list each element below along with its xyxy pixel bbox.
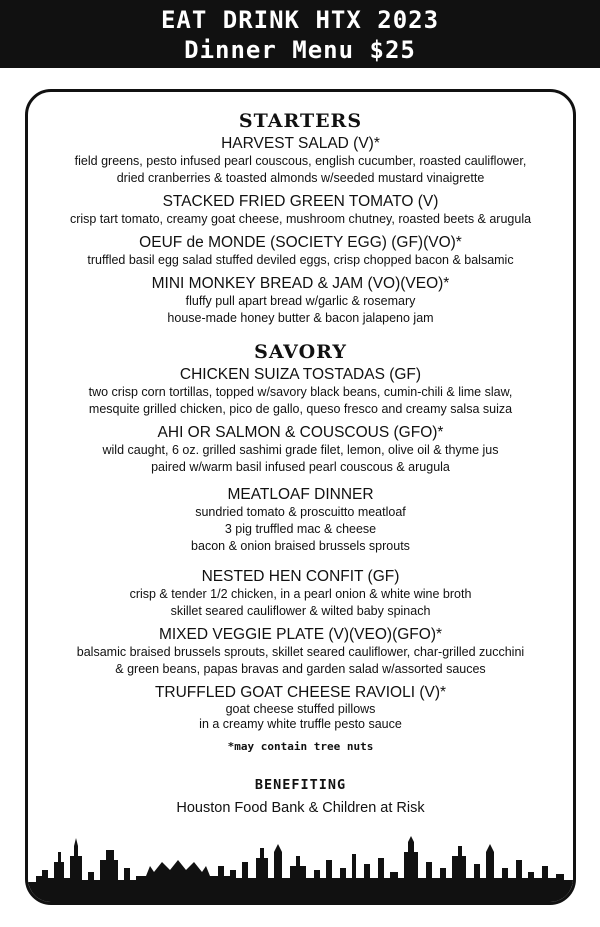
- menu-content: [28, 106, 573, 816]
- menu-item-name: MINI MONKEY BREAD & JAM (VO)(VEO)*: [151, 275, 450, 292]
- menu-item-desc: fluffy pull apart bread w/garlic & rosemary: [185, 294, 416, 308]
- menu-item-name: NESTED HEN CONFIT (GF): [201, 568, 400, 585]
- menu-item-desc: skillet seared cauliflower & wilted baby spinach: [170, 604, 431, 618]
- menu-item-desc: in a creamy white truffle pesto sauce: [199, 717, 402, 731]
- menu-item-name: OEUF de MONDE (SOCIETY EGG) (GF)(VO)*: [139, 234, 462, 251]
- city-skyline-icon: [28, 832, 573, 902]
- menu-item-desc: dried cranberries & toasted almonds w/seeded mustard vinaigrette: [116, 171, 485, 185]
- allergy-note: *may contain tree nuts: [227, 740, 374, 753]
- menu-item-desc: mesquite grilled chicken, pico de gallo, queso fresco and creamy salsa suiza: [88, 402, 513, 416]
- menu-item-desc: house-made honey butter & bacon jalapeno jam: [167, 311, 434, 325]
- menu-item-desc: 3 pig truffled mac & cheese: [224, 522, 377, 536]
- menu-item-desc: & green beans, papas bravas and garden salad w/assorted sauces: [115, 662, 486, 676]
- menu-item-desc: crisp tart tomato, creamy goat cheese, mushroom chutney, roasted beets & arugula: [69, 212, 532, 226]
- menu-item-desc: sundried tomato & proscuitto meatloaf: [195, 505, 406, 519]
- section-title-starters: STARTERS: [238, 110, 363, 132]
- menu-item-desc: field greens, pesto infused pearl couscous, english cucumber, roasted cauliflower,: [74, 154, 527, 168]
- menu-header: [0, 0, 600, 68]
- benefiting-title: BENEFITING: [254, 777, 347, 793]
- menu-item-name: HARVEST SALAD (V)*: [221, 135, 380, 152]
- benefiting-text: Houston Food Bank & Children at Risk: [176, 800, 425, 816]
- menu-item-desc: paired w/warm basil infused pearl couscous & arugula: [151, 460, 450, 474]
- menu-item-desc: bacon & onion braised brussels sprouts: [191, 539, 410, 553]
- menu-item-name: MIXED VEGGIE PLATE (V)(VEO)(GFO)*: [158, 626, 443, 643]
- menu-item-desc: crisp & tender 1/2 chicken, in a pearl onion & white wine broth: [129, 587, 472, 601]
- menu-item-desc: wild caught, 6 oz. grilled sashimi grade filet, lemon, olive oil & thyme jus: [102, 443, 499, 457]
- menu-frame: [25, 89, 576, 905]
- section-title-savory: SAVORY: [254, 341, 347, 363]
- menu-item-name: MEATLOAF DINNER: [227, 486, 374, 503]
- menu-item-name: CHICKEN SUIZA TOSTADAS (GF): [179, 366, 422, 383]
- menu-item-desc: goat cheese stuffed pillows: [225, 702, 376, 716]
- event-title: EAT DRINK HTX 2023: [160, 6, 440, 34]
- menu-item-name: AHI OR SALMON & COUSCOUS (GFO)*: [157, 424, 444, 441]
- menu-price-title: Dinner Menu $25: [184, 36, 416, 64]
- menu-item-desc: balsamic braised brussels sprouts, skillet seared cauliflower, char-grilled zucchini: [76, 645, 525, 659]
- menu-item-desc: two crisp corn tortillas, topped w/savory black beans, cumin-chili & lime slaw,: [88, 385, 513, 399]
- menu-item-desc: truffled basil egg salad stuffed deviled eggs, crisp chopped bacon & balsamic: [87, 253, 514, 267]
- menu-item-name: STACKED FRIED GREEN TOMATO (V): [162, 193, 439, 210]
- menu-item-name: TRUFFLED GOAT CHEESE RAVIOLI (V)*: [154, 684, 447, 701]
